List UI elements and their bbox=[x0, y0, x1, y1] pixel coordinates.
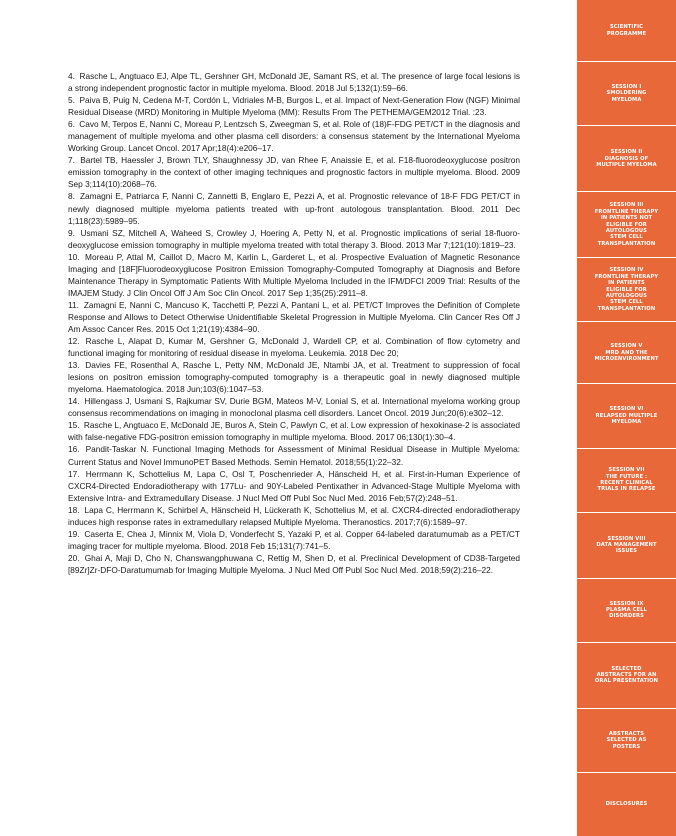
reference-number: 9. bbox=[68, 227, 75, 238]
reference-text: Rasche L, Angtuaco EJ, Alpe TL, Gershner GH, McDonald JE, Samant RS, et al. The presence of large focal lesions is a strong independent prognostic factor in multiple myeloma. Blood. 2018 Jul 5;132(1):59–66. bbox=[68, 71, 520, 94]
reference-number: 14. bbox=[68, 396, 80, 407]
reference-number: 13. bbox=[68, 360, 80, 371]
reference-number: 18. bbox=[68, 504, 80, 515]
reference-item bbox=[68, 251, 520, 299]
nav-session-5[interactable]: SESSION V MRD AND THE MICROENVIRONMENT bbox=[577, 322, 676, 384]
section-navigation bbox=[577, 0, 676, 836]
nav-session-1[interactable]: SESSION I SMOLDERING MYELOMA bbox=[577, 62, 676, 126]
reference-item bbox=[68, 190, 520, 226]
reference-text: Bartel TB, Haessler J, Brown TLY, Shaughnessy JD, van Rhee F, Anaissie E, et al. F18-fluorodeoxyglucose positron emission tomography in the context of other imaging techniques and prognostic factors in multiple myeloma. Blood. 2009 Sep 3;114(10):2068–76. bbox=[68, 155, 520, 190]
reference-text: Rasche L, Angtuaco E, McDonald JE, Buros A, Stein C, Pawlyn C, et al. Low expression of hexokinase-2 is associated with false-negative FDG-positron emission tomography in multiple myeloma. Blood. 2017 06;130(1):30–4. bbox=[68, 420, 520, 443]
reference-item bbox=[68, 227, 520, 251]
reference-number: 4. bbox=[68, 71, 75, 81]
reference-number: 16. bbox=[68, 444, 80, 455]
reference-number: 11. bbox=[68, 299, 79, 310]
nav-session-9[interactable]: SESSION IX PLASMA CELL DISORDERS bbox=[577, 579, 676, 643]
nav-session-8[interactable]: SESSION VIII DATA MANAGEMENT ISSUES bbox=[577, 513, 676, 579]
reference-text: Moreau P, Attal M, Caillot D, Macro M, Karlin L, Garderet L, et al. Prospective Evaluation of Magnetic Resonance Imaging and [18F]Fluorodeoxyglucose Positron Emission Tomography-Computed Tomography at Diagnosis and Before Maintenance Therapy in Symptomatic Patients With Multiple Myeloma Included in the IFM/DFCI 2009 Trial: Results of the IMAJEM Study. J Clin Oncol Off J Am Soc Clin Oncol. 2017 Sep 1;35(25):2911–8. bbox=[68, 251, 520, 298]
reference-item bbox=[68, 528, 520, 552]
reference-text: Davies FE, Rosenthal A, Rasche L, Petty NM, McDonald JE, Ntambi JA, et al. Treatment to suppression of focal lesions on positron emission tomography-computed tomography is a therapeutic goal in newly diagnosed multiple myeloma. Haematologica. 2018 Jun;103(6):1047–53. bbox=[68, 360, 520, 395]
reference-text: Hillengass J, Usmani S, Rajkumar SV, Durie BGM, Mateos M-V, Lonial S, et al. International myeloma working group consensus recommendations on imaging in monoclonal plasma cell disorders. Lancet Oncol. 2019 Jun;20(6):e302–12. bbox=[68, 396, 521, 419]
nav-session-6[interactable]: SESSION VI RELAPSED MULTIPLE MYELOMA bbox=[577, 384, 676, 448]
reference-item bbox=[68, 419, 520, 443]
reference-text: Ghai A, Maji D, Cho N, Chanswangphuwana C, Rettig M, Shen D, et al. Preclinical Development of CD38-Targeted [89Zr]Zr-DFO-Daratumumab for Imaging Multiple Myeloma. J Nucl Med Off Publ Soc Nucl Med. 2018;59(2):216–22. bbox=[68, 552, 520, 575]
reference-text: Pandit-Taskar N. Functional Imaging Methods for Assessment of Minimal Residual Disease in Multiple Myeloma: Current Status and Novel ImmunoPET Based Methods. Semin Hematol. 2018;55(1):22–32. bbox=[68, 444, 520, 467]
reference-item bbox=[68, 504, 520, 528]
nav-session-4[interactable]: SESSION IV FRONTLINE THERAPY IN PATIENTS ELIGIBLE FOR AUTOLOGOUS STEM CELL TRANSPLANTATION bbox=[577, 258, 676, 322]
reference-item bbox=[68, 395, 520, 419]
reference-text: Herrmann K, Schottelius M, Lapa C, Osl T, Poschenrieder A, Hänscheid H, et al. First-in-Human Experience of CXCR4-Directed Endoradiotherapy with 177Lu- and 90Y-Labeled Pentixather in Advanced-Stage Multiple Myeloma with Extensive Intra- and Extramedullary Disease. J Nucl Med Off Publ Soc Nucl Med. 2016 Feb;57(2):248–51. bbox=[68, 468, 520, 503]
reference-item bbox=[68, 468, 520, 504]
nav-session-2[interactable]: SESSION II DIAGNOSIS OF MULTIPLE MYELOMA bbox=[577, 126, 676, 192]
reference-number: 20. bbox=[68, 552, 80, 563]
reference-number: 19. bbox=[68, 528, 80, 539]
reference-text: Cavo M, Terpos E, Nanni C, Moreau P, Lentzsch S, Zweegman S, et al. Role of (18)F-FDG PET/CT in the diagnosis and management of multiple myeloma and other plasma cell disorders: a consensus statement by the International Myeloma Working Group. Lancet Oncol. 2017 Apr;18(4):e206–17. bbox=[68, 119, 520, 154]
reference-list bbox=[68, 70, 520, 576]
reference-item bbox=[68, 154, 520, 190]
reference-item bbox=[68, 552, 520, 576]
reference-number: 12. bbox=[68, 336, 80, 347]
nav-session-7[interactable]: SESSION VII THE FUTURE : RECENT CLINICAL TRIALS IN RELAPSE bbox=[577, 449, 676, 513]
reference-text: Zamagni E, Nanni C, Mancuso K, Tacchetti P, Pezzi A, Pantani L, et al. PET/CT Improves the Definition of Complete Response and Allows to Detect Otherwise Unidentifiable Skeletal Progression in Multiple Myeloma. Clin Cancer Res Off J Am Assoc Cancer Res. 2015 Oct 1;21(19):4384–90. bbox=[68, 299, 520, 334]
nav-poster-abstracts[interactable]: ABSTRACTS SELECTED AS POSTERS bbox=[577, 709, 676, 773]
reference-item bbox=[68, 443, 520, 467]
reference-item bbox=[68, 335, 520, 359]
nav-selected-oral-abstracts[interactable]: SELECTED ABSTRACTS FOR AN ORAL PRESENTATION bbox=[577, 643, 676, 709]
reference-number: 5. bbox=[68, 95, 75, 106]
reference-text: Zamagni E, Patriarca F, Nanni C, Zannetti B, Englaro E, Pezzi A, et al. Prognostic relevance of 18-F FDG PET/CT in newly diagnosed multiple myeloma patients treated with up-front autologous transplantation. Blood. 2011 Dec 1;118(23):5989–95. bbox=[68, 191, 520, 226]
reference-item bbox=[68, 118, 520, 154]
nav-scientific-programme[interactable]: SCIENTIFIC PROGRAMME bbox=[577, 0, 676, 62]
reference-number: 6. bbox=[68, 119, 75, 130]
reference-text: Rasche L, Alapat D, Kumar M, Gershner G, McDonald J, Wardell CP, et al. Combination of flow cytometry and functional imaging for monitoring of residual disease in myeloma. Leukemia. 2018 Dec 20; bbox=[68, 336, 521, 359]
reference-text: Lapa C, Herrmann K, Schirbel A, Hänscheid H, Lückerath K, Schottelius M, et al. CXCR4-directed endoradiotherapy induces high response rates in extramedullary relapsed Multiple Myeloma. Theranostics. 2017;7(6):1589–97. bbox=[68, 504, 520, 527]
reference-text: Caserta E, Chea J, Minnix M, Viola D, Vonderfecht S, Yazaki P, et al. Copper 64-labeled daratumumab as a PET/CT imaging tracer for multiple myeloma. Blood. 2018 Feb 15;131(7):741–5. bbox=[68, 528, 520, 551]
reference-number: 15. bbox=[68, 420, 80, 431]
reference-number: 17. bbox=[68, 468, 80, 479]
reference-number: 7. bbox=[68, 155, 75, 166]
reference-item bbox=[68, 359, 520, 395]
reference-number: 10. bbox=[68, 251, 80, 262]
nav-disclosures[interactable]: DISCLOSURES bbox=[577, 773, 676, 836]
reference-item bbox=[68, 70, 520, 94]
nav-session-3[interactable]: SESSION III FRONTLINE THERAPY IN PATIENTS NOT ELIGIBLE FOR AUTOLOGOUS STEM CELL TRANSPLANTATION bbox=[577, 192, 676, 258]
reference-text: Usmani SZ, Mitchell A, Waheed S, Crowley J, Hoering A, Petty N, et al. Prognostic implications of serial 18-fluoro-deoxyglucose emission tomography in multiple myeloma treated with total therapy 3. Blood. 2013 Mar 7;121(10):1819–23. bbox=[68, 227, 520, 250]
reference-item bbox=[68, 94, 520, 118]
reference-text: Paiva B, Puig N, Cedena M-T, Cordón L, Vidriales M-B, Burgos L, et al. Impact of Next-Generation Flow (NGF) Minimal Residual Disease (MRD) Monitoring in Multiple Myeloma (MM): Results From The PETHEMA/GEM2012 Trial. :23. bbox=[68, 95, 520, 118]
reference-item bbox=[68, 299, 520, 335]
reference-number: 8. bbox=[68, 191, 75, 202]
